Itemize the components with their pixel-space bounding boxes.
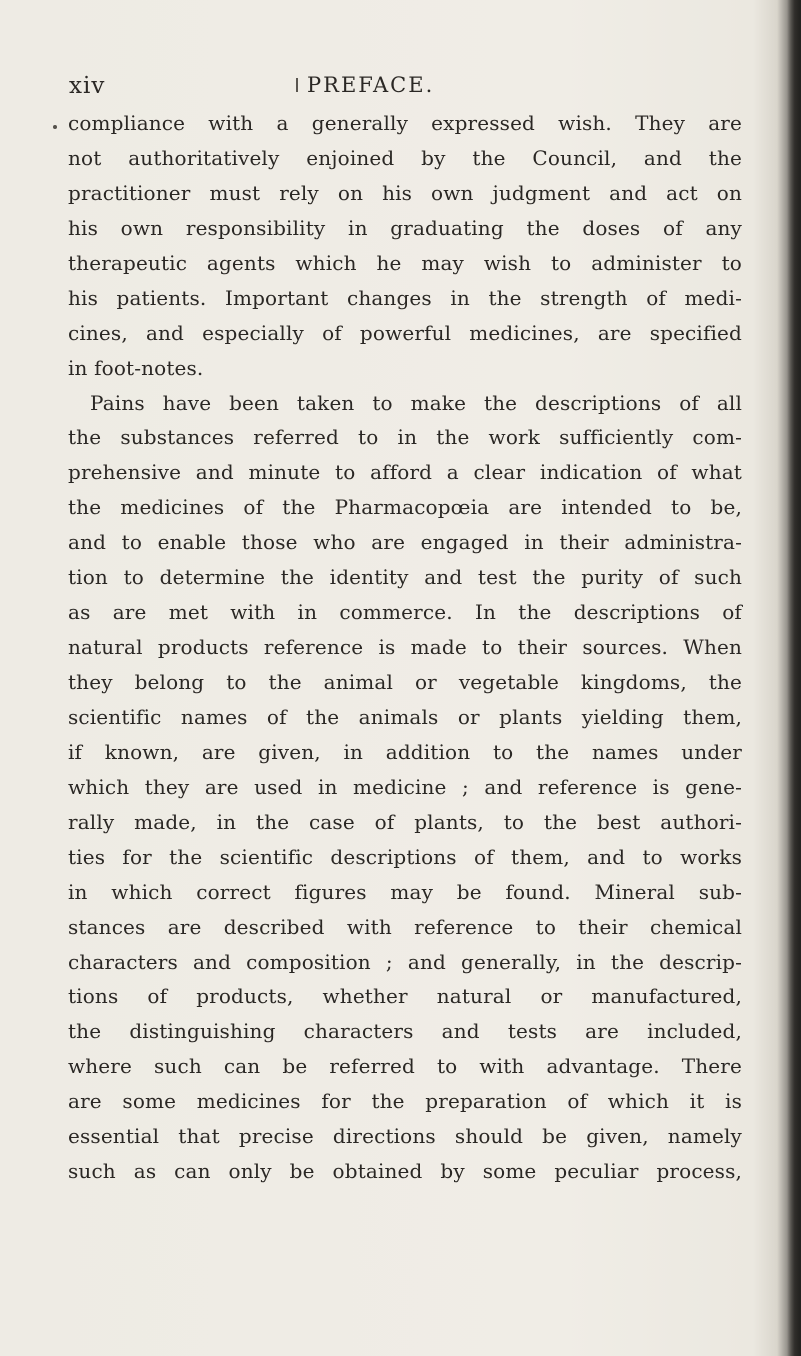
text-line: the substances referred to in the work sufficiently com-	[68, 425, 742, 450]
running-title: PREFACE.	[307, 73, 435, 97]
text-line: not authoritatively enjoined by the Council, and the	[68, 145, 742, 170]
text-line: characters and composition ; and generally, in the descrip-	[68, 949, 742, 974]
text-line: cines, and especially of powerful medicines, are specified	[68, 320, 742, 345]
text-line: his own responsibility in graduating the doses of any	[68, 215, 742, 240]
text-line: his patients. Important changes in the strength of medi-	[68, 285, 742, 310]
text-line: where such can be referred to with advantage. There	[68, 1054, 742, 1079]
text-line: stances are described with reference to their chemical	[68, 914, 742, 939]
text-line: scientific names of the animals or plants yielding them,	[68, 704, 742, 729]
text-line: practitioner must rely on his own judgment and act on	[68, 180, 742, 205]
text-line: they belong to the animal or vegetable kingdoms, the	[68, 670, 742, 694]
page-number: xiv	[69, 73, 106, 99]
ink-speck	[53, 125, 57, 129]
text-line: therapeutic agents which he may wish to administer to	[68, 250, 742, 275]
text-line: compliance with a generally expressed wish. They are	[68, 111, 742, 135]
text-line: tion to determine the identity and test the purity of such	[68, 565, 742, 590]
text-line: are some medicines for the preparation of which it is	[68, 1089, 742, 1114]
text-line: if known, are given, in addition to the names under	[68, 739, 742, 764]
page-edge-shadow	[787, 0, 801, 1356]
text-line: ties for the scientific descriptions of them, and to works	[68, 844, 742, 869]
text-line: rally made, in the case of plants, to the best authori-	[68, 809, 742, 834]
text-line: in which correct figures may be found. Mineral sub-	[68, 879, 742, 904]
text-line: tions of products, whether natural or manufactured,	[68, 984, 742, 1009]
text-line: the distinguishing characters and tests are included,	[68, 1019, 742, 1044]
text-line: natural products reference is made to their sources. When	[68, 635, 742, 660]
print-mark	[296, 78, 298, 92]
text-line: which they are used in medicine ; and reference is gene-	[68, 774, 742, 799]
text-line: and to enable those who are engaged in their administra-	[68, 530, 742, 555]
text-line: essential that precise directions should be given, namely	[68, 1124, 742, 1149]
text-line: prehensive and minute to afford a clear indication of what	[68, 460, 742, 485]
text-line: in foot-notes.	[68, 355, 204, 380]
body-text	[68, 106, 742, 1189]
text-line: such as can only be obtained by some peculiar process,	[68, 1159, 742, 1184]
text-line: the medicines of the Pharmacopœia are intended to be,	[68, 495, 742, 520]
text-line: as are met with in commerce. In the descriptions of	[68, 600, 742, 625]
text-line: Pains have been taken to make the descriptions of all	[90, 390, 742, 415]
running-head	[0, 73, 801, 103]
